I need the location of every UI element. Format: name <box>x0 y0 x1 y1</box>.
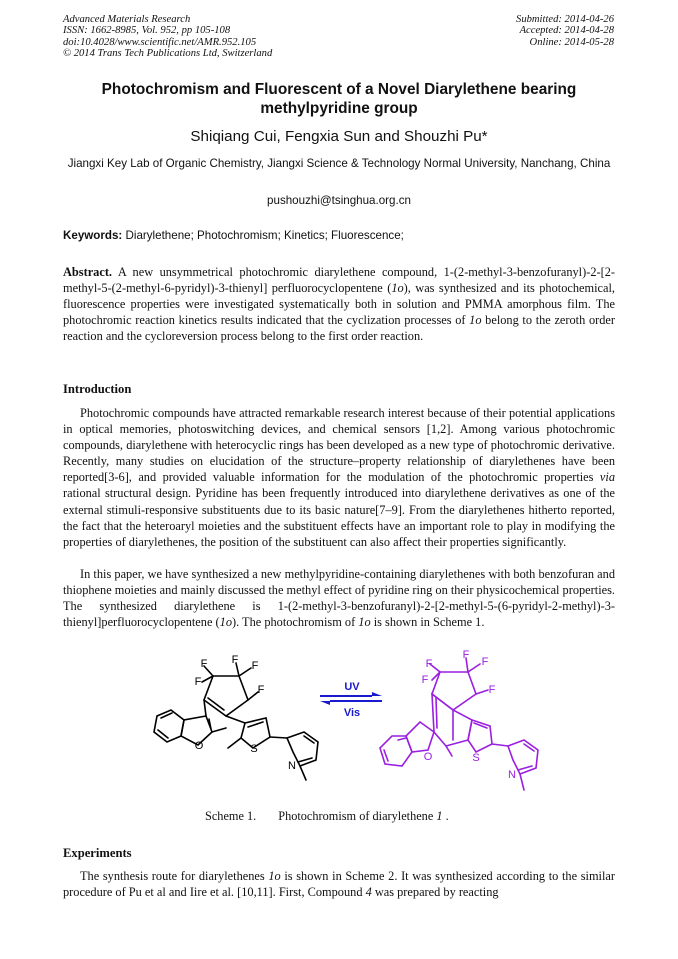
scheme-1-caption <box>205 808 449 824</box>
paper-title <box>63 80 615 118</box>
affiliation: Jiangxi Key Lab of Organic Chemistry, Jiangxi Science & Technology Normal University, Nanchang, China <box>67 157 611 170</box>
dates-header <box>516 14 614 48</box>
fluorine-label: F <box>481 656 489 668</box>
journal-issn: ISSN: 1662-8985, Vol. 952, pp 105-108 <box>63 25 231 37</box>
intro-p2-text-3: is shown in Scheme 1. <box>370 615 485 630</box>
reaction-arrows <box>320 681 382 719</box>
journal-header <box>63 14 272 59</box>
fluorine-label: F <box>251 660 259 672</box>
caption-end: . <box>442 809 449 823</box>
compound-ref: 1o <box>219 615 232 630</box>
intro-p1-text-2: rational structural design. Pyridine has been frequently introduced into diarylethene derivatives as one of the external stimuli-responsive substituents due to its basic nature[7–9]. From the diarylethenes hitherto reported, the fact that the heteroaryl moieties and the substituent effects have an important role to play in modifying the properties of diarylethenes, the position of the substituent can also affect their properties significantly. <box>63 486 615 549</box>
fluorine-label: F <box>257 684 265 696</box>
exp-p1-text: The synthesis route for diarylethenes <box>80 869 269 883</box>
intro-p2-text: In this paper, we have synthesized a new methylpyridine-containing diarylethenes with both benzofuran and thiophene moieties and mainly discussed the methyl effect of pyridine ring on their physicochemical properties. The synthesized diarylethene is 1-(2-methyl-3-benzofuranyl)-2-[2-methyl-5-(6-pyridyl-2-methyl)-3-thienyl]perfluorocyclopentene ( <box>63 567 616 630</box>
intro-p1-via: via <box>599 470 615 485</box>
uv-label: UV <box>344 681 360 693</box>
nitrogen-label: N <box>288 760 296 772</box>
fluorine-label: F <box>425 658 433 670</box>
intro-paragraph-1 <box>63 405 615 550</box>
accepted-date: Accepted: 2014-04-28 <box>519 25 614 37</box>
title-line-1: Photochromism and Fluorescent of a Novel Diarylethene bearing <box>101 81 577 98</box>
compound-ref: 1o <box>358 615 371 630</box>
compound-ref: 1o <box>391 281 404 296</box>
abstract-label: Abstract. <box>63 265 113 279</box>
abstract-text-2: ), was synthesized and its photochemical, fluorescence properties were investigated systematically both in solution and PMMA amorphous film. The photochromic reaction kinetics results indicated that the cyclization processes of <box>63 281 616 328</box>
compound-ref: 1o <box>268 869 281 883</box>
abstract <box>63 264 615 344</box>
abstract-text-3: belong to the zeroth order reaction and the cycloreversion process belong to the first order reaction. <box>63 313 615 344</box>
oxygen-label: O <box>423 751 433 763</box>
oxygen-label: O <box>194 740 204 752</box>
intro-p2-text-2: ). The photochromism of <box>231 615 359 630</box>
experiments-heading: Experiments <box>63 846 132 860</box>
journal-copyright: © 2014 Trans Tech Publications Ltd, Switzerland <box>63 47 273 59</box>
title-line-2: methylpyridine group <box>260 100 418 117</box>
introduction-heading: Introduction <box>63 382 132 396</box>
fluorine-label: F <box>488 684 496 696</box>
sulfur-label: S <box>472 752 480 764</box>
compound-ref: 1 <box>436 809 443 823</box>
fluorine-label: F <box>231 654 239 666</box>
compound-ref: 1o <box>469 313 482 328</box>
compound-ref: 4 <box>365 885 372 900</box>
sulfur-label: S <box>250 743 258 755</box>
fluorine-label: F <box>421 674 429 686</box>
intro-paragraph-2 <box>63 566 615 630</box>
fluorine-label: F <box>462 649 470 661</box>
keywords-label: Keywords: <box>63 229 123 242</box>
fluorine-label: F <box>200 658 208 670</box>
keywords-text: Diarylethene; Photochromism; Kinetics; Fluorescence; <box>122 229 404 242</box>
vis-label: Vis <box>343 707 361 719</box>
authors: Shiqiang Cui, Fengxia Sun and Shouzhi Pu* <box>190 128 488 145</box>
journal-name: Advanced Materials Research <box>63 14 191 25</box>
journal-doi[interactable]: doi:10.4028/www.scientific.net/AMR.952.105 <box>63 36 257 48</box>
nitrogen-label: N <box>508 769 516 781</box>
abstract-text-1: A new unsymmetrical photochromic diarylethene compound, 1-(2-methyl-3-benzofuranyl)-2-[2-methyl-5-(2-methyl-6-pyridyl)-3-thienyl] perfluorocyclopentene ( <box>63 265 615 296</box>
caption-text: Photochromism of diarylethene <box>278 809 437 823</box>
caption-label: Scheme 1. <box>205 809 257 823</box>
exp-p1-text-2: is shown in Scheme 2. It was synthesized according to the similar procedure of Pu et al and Iire et al. [10,11]. First, Compound <box>63 869 616 900</box>
exp-p1-text-3: was prepared by reacting <box>371 885 499 900</box>
fluorine-label: F <box>194 676 202 688</box>
author-email[interactable]: pushouzhi@tsinghua.org.cn <box>267 194 411 207</box>
keywords <box>63 228 615 243</box>
scheme-1-figure <box>140 648 560 808</box>
experiments-paragraph-1 <box>63 868 615 900</box>
intro-p1-text: Photochromic compounds have attracted remarkable research interest because of their potential applications in optical memories, photoswitching devices, and chemical sensors [1,2]. Among various photochromic compounds, diarylethene with heterocyclic rings has been developed as a new type of photochromic derivative. Recently, many studies on elucidation of the structure–property relationship of diarylethenes have been reported[3-6], and provided valuable information for the modulation of the photochromic properties <box>63 406 615 485</box>
online-date: Online: 2014-05-28 <box>529 36 614 48</box>
submitted-date: Submitted: 2014-04-26 <box>516 14 614 25</box>
